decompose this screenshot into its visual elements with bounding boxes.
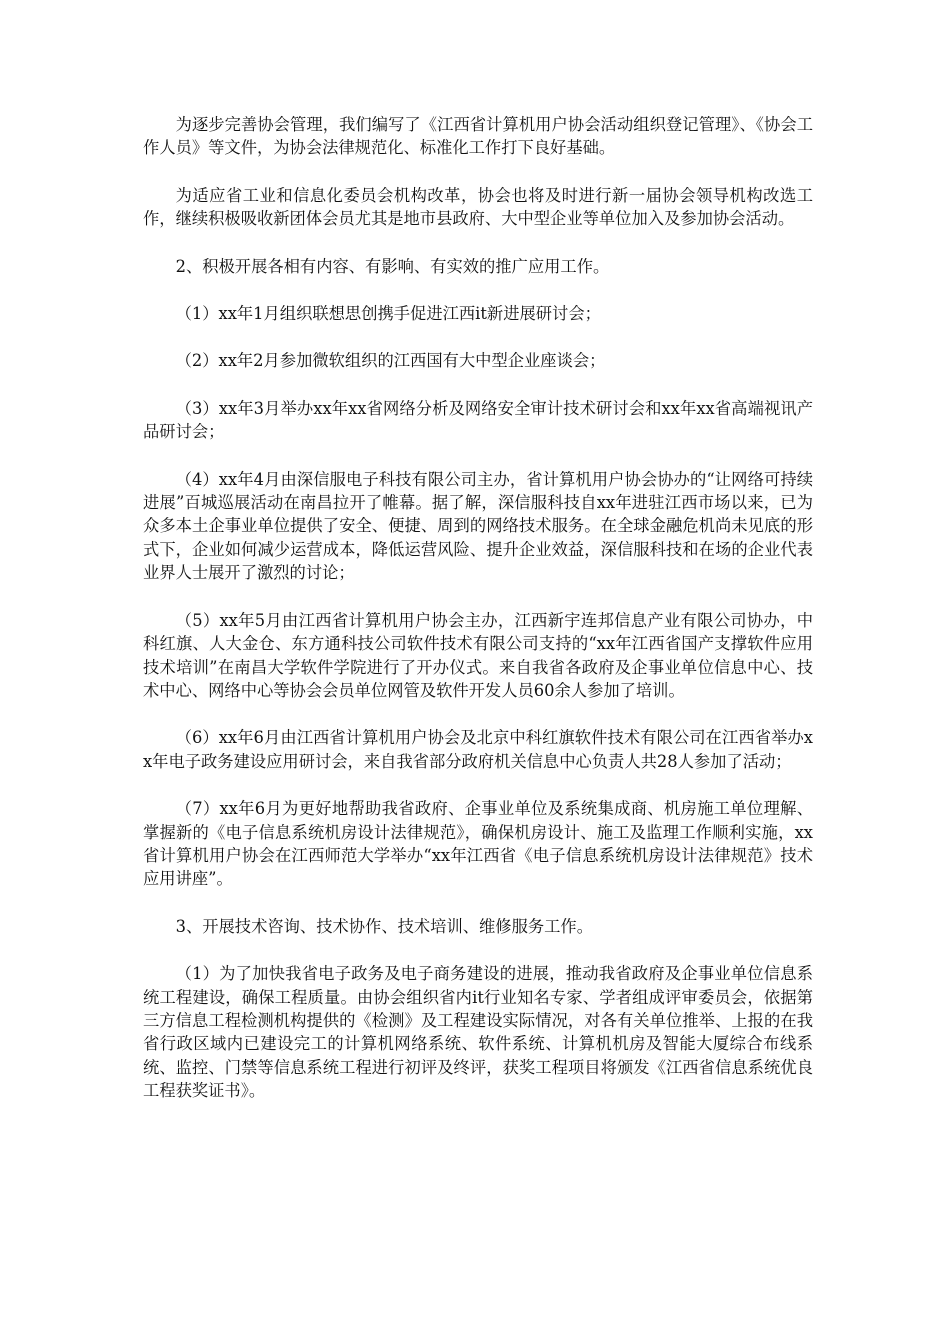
- list-item-2: （2）xx年2月参加微软组织的江西国有大中型企业座谈会；: [175, 351, 606, 371]
- list-item-6: （6）xx年6月由江西省计算机用户协会及北京中科红旗软件技术有限公司在江西省举办xx年电子政务建设应用研讨会，来自我省部分政府机关信息中心负责人共28人参加了活动；: [143, 728, 813, 771]
- document-body: [143, 113, 813, 1127]
- list-item-services-1: （1）为了加快我省电子政务及电子商务建设的进展，推动我省政府及企事业单位信息系统工程建设，确保工程质量。由协会组织省内it行业知名专家、学者组成评审委员会，依据第三方信息工程检测机构提供的《检测》及工程建设实际情况，对各有关单位推举、上报的在我省行政区域内已建设完工的计算机网络系统、软件系统、计算机机房及智能大厦综合布线系统、监控、门禁等信息系统工程进行初评及终评，获奖工程项目将颁发《江西省信息系统优良工程获奖证书》。: [143, 964, 813, 1101]
- paragraph-reorganization: 为适应省工业和信息化委员会机构改革，协会也将及时进行新一届协会领导机构改选工作，继续积极吸收新团体会员尤其是地市县政府、大中型企业等单位加入及参加协会活动。: [143, 185, 813, 229]
- list-item-3: （3）xx年3月举办xx年xx省网络分析及网络安全审计技术研讨会和xx年xx省高端视讯产品研讨会；: [143, 398, 813, 442]
- list-item-1: （1）xx年1月组织联想思创携手促进江西it新进展研讨会；: [175, 304, 601, 324]
- list-item-5: （5）xx年5月由江西省计算机用户协会主办，江西新宇连邦信息产业有限公司协办，中科红旗、人大金仓、东方通科技公司软件技术有限公司支持的“xx年江西省国产支撑软件应用技术培训”在南昌大学软件学院进行了开办仪式。来自我省各政府及企事业单位信息中心、技术中心、网络中心等协会会员单位网管及软件开发人员60余人参加了培训。: [143, 610, 813, 700]
- list-item-7: （7）xx年6月为更好地帮助我省政府、企事业单位及系统集成商、机房施工单位理解、掌握新的《电子信息系统机房设计法律规范》，确保机房设计、施工及监理工作顺利实施，xx省计算机用户协会在江西师范大学举办“xx年江西省《电子信息系统机房设计法律规范》技术应用讲座”。: [143, 799, 813, 889]
- section-heading-technical-services: 3、开展技术咨询、技术协作、技术培训、维修服务工作。: [175, 916, 593, 936]
- list-item-4: （4）xx年4月由深信服电子科技有限公司主办，省计算机用户协会协办的“让网络可持续进展”百城巡展活动在南昌拉开了帷幕。据了解，深信服科技自xx年进驻江西市场以来，已为众多本土企事业单位提供了安全、便捷、周到的网络技术服务。在全球金融危机尚未见底的形式下，企业如何减少运营成本，降低运营风险、提升企业效益，深信服科技和在场的企业代表业界人士展开了激烈的讨论；: [143, 469, 813, 583]
- section-heading-promotion: 2、积极开展各相有内容、有影响、有实效的推广应用工作。: [175, 256, 610, 276]
- paragraph-association-management: 为逐步完善协会管理，我们编写了《江西省计算机用户协会活动组织登记管理》、《协会工作人员》等文件，为协会法律规范化、标准化工作打下良好基础。: [143, 115, 813, 158]
